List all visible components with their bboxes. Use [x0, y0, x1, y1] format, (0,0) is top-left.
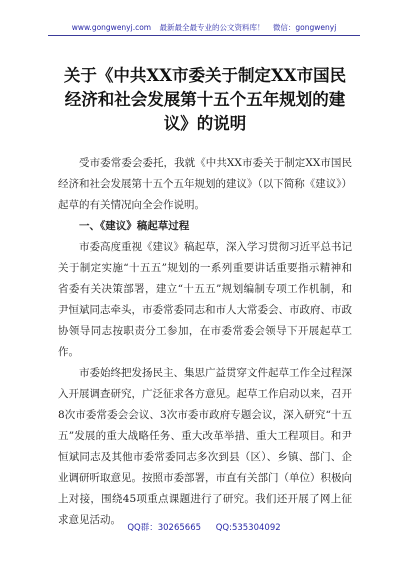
page-footer: [0, 521, 408, 533]
footer-qq: QQ:535304092: [215, 523, 281, 533]
header-wechat: 微信：gongwenyj: [272, 23, 337, 32]
header-divider: [48, 35, 360, 36]
header-site-link[interactable]: www.gongwenyj.com: [71, 23, 152, 32]
header-slogan: 最新最全最专业的公文资料库！: [159, 23, 265, 32]
body-paragraph: 市委始终把发扬民主、集思广益贯穿文件起草工作全过程深入开展调查研究，广泛征求各方意见。起草工作启动以来，召开8次市委常委会会议、3次市委市政府专题会议，深入研究“十五五”发展的重大战略任务、重大改革举措、重大工程项目。和尹恒斌同志及其他市委常委同志多次到县（区）、乡镇、部门、企业调研听取意见。按照市委部署，市直有关部门（单位）积极向上对接，围绕45项重点课题进行了研究。我们还开展了网上征求意见活动。: [58, 367, 352, 526]
section-heading: 一、《建议》稿起草过程: [79, 220, 190, 232]
footer-qq-group: QQ群：30265665: [127, 523, 202, 533]
body-paragraph: 市委高度重视《建议》稿起草，深入学习贯彻习近平总书记关于制定实施“十五五”规划的一系列重要讲话重要指示精神和省委有关决策部署，建立“十五五”规划编制专项工作机制，和尹恒斌同志牵头，市委常委同志和市人大常委会、市政府、市政协领导同志按职责分工参加，在市委常委会领导下开展起草工作。: [58, 241, 352, 358]
document-title: 关于《中共XX市委关于制定XX市国民经济和社会发展第十五个五年规划的建议》的说明: [63, 66, 347, 133]
page-header: [0, 22, 408, 33]
intro-paragraph: 受市委常委会委托，我就《中共XX市委关于制定XX市国民经济和社会发展第十五个五年规划的建议》（以下简称《建议》）起草的有关情况向全会作说明。: [58, 157, 352, 211]
document-body: [58, 153, 352, 531]
